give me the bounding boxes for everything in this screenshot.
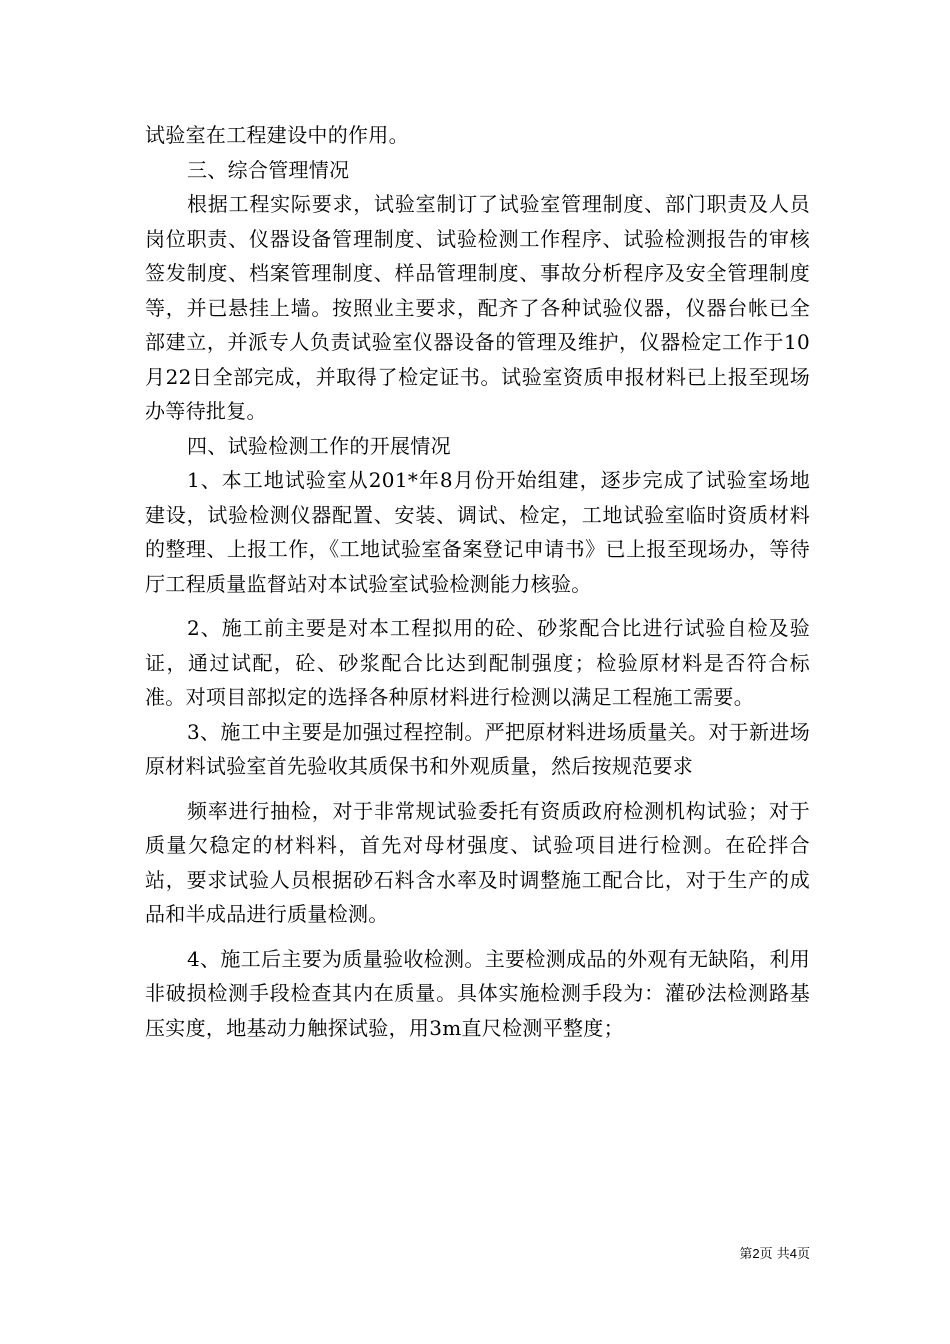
paragraph-item-1: 1、本工地试验室从201*年8月份开始组建，逐步完成了试验室场地建设，试验检测仪器配置、安装、调试、检定，工地试验室临时资质材料的整理、上报工作，《工地试验室备案登记申请书》已上报至现场办，等待厅工程质量监督站对本试验室试验检测能力核验。 [145,468,810,596]
section-heading-4: 四、试验检测工作的开展情况 [187,433,451,458]
footer-total-pages: 4 [789,1246,797,1261]
document-body [145,118,810,1045]
paragraph-item-2: 2、施工前主要是对本工程拟用的砼、砂浆配合比进行试验自检及验证，通过试配，砼、砂浆配合比达到配制强度；检验原材料是否符合标准。对项目部拟定的选择各种原材料进行检测以满足工程施工需要。 [145,616,810,709]
paragraph-item-3-continued: 频率进行抽检，对于非常规试验委托有资质政府检测机构试验；对于质量欠稳定的材料料，首先对母材强度、试验项目进行检测。在砼拌合站，要求试验人员根据砂石料含水率及时调整施工配合比，对于生产的成品和半成品进行质量检测。 [145,798,810,926]
section-heading-3: 三、综合管理情况 [187,157,350,182]
footer-prefix: 第 [739,1247,753,1262]
paragraph-item-4: 4、施工后主要为质量验收检测。主要检测成品的外观有无缺陷，利用非破损检测手段检查其内在质量。具体实施检测手段为：灌砂法检测路基压实度，地基动力触探试验，用3m直尺检测平整度； [145,946,810,1040]
page-footer [700,1246,810,1263]
paragraph-management: 根据工程实际要求，试验室制订了试验室管理制度、部门职责及人员岗位职责、仪器设备管理制度、试验检测工作程序、试验检测报告的审核签发制度、档案管理制度、样品管理制度、事故分析程序及安全管理制度等，并已悬挂上墙。按照业主要求，配齐了各种试验仪器，仪器台帐已全部建立，并派专人负责试验室仪器设备的管理及维护，仪器检定工作于10月22日全部完成，并取得了检定证书。试验室资质申报材料已上报至现场办等待批复。 [145,192,810,423]
footer-suffix: 页 [796,1247,810,1262]
paragraph-intro-tail: 试验室在工程建设中的作用。 [145,123,409,147]
paragraph-item-3: 3、施工中主要是加强过程控制。严把原材料进场质量关。对于新进场原材料试验室首先验收其质保书和外观质量，然后按规范要求 [145,719,810,778]
footer-middle: 页 共 [759,1247,790,1262]
footer-current-page: 2 [752,1246,760,1261]
